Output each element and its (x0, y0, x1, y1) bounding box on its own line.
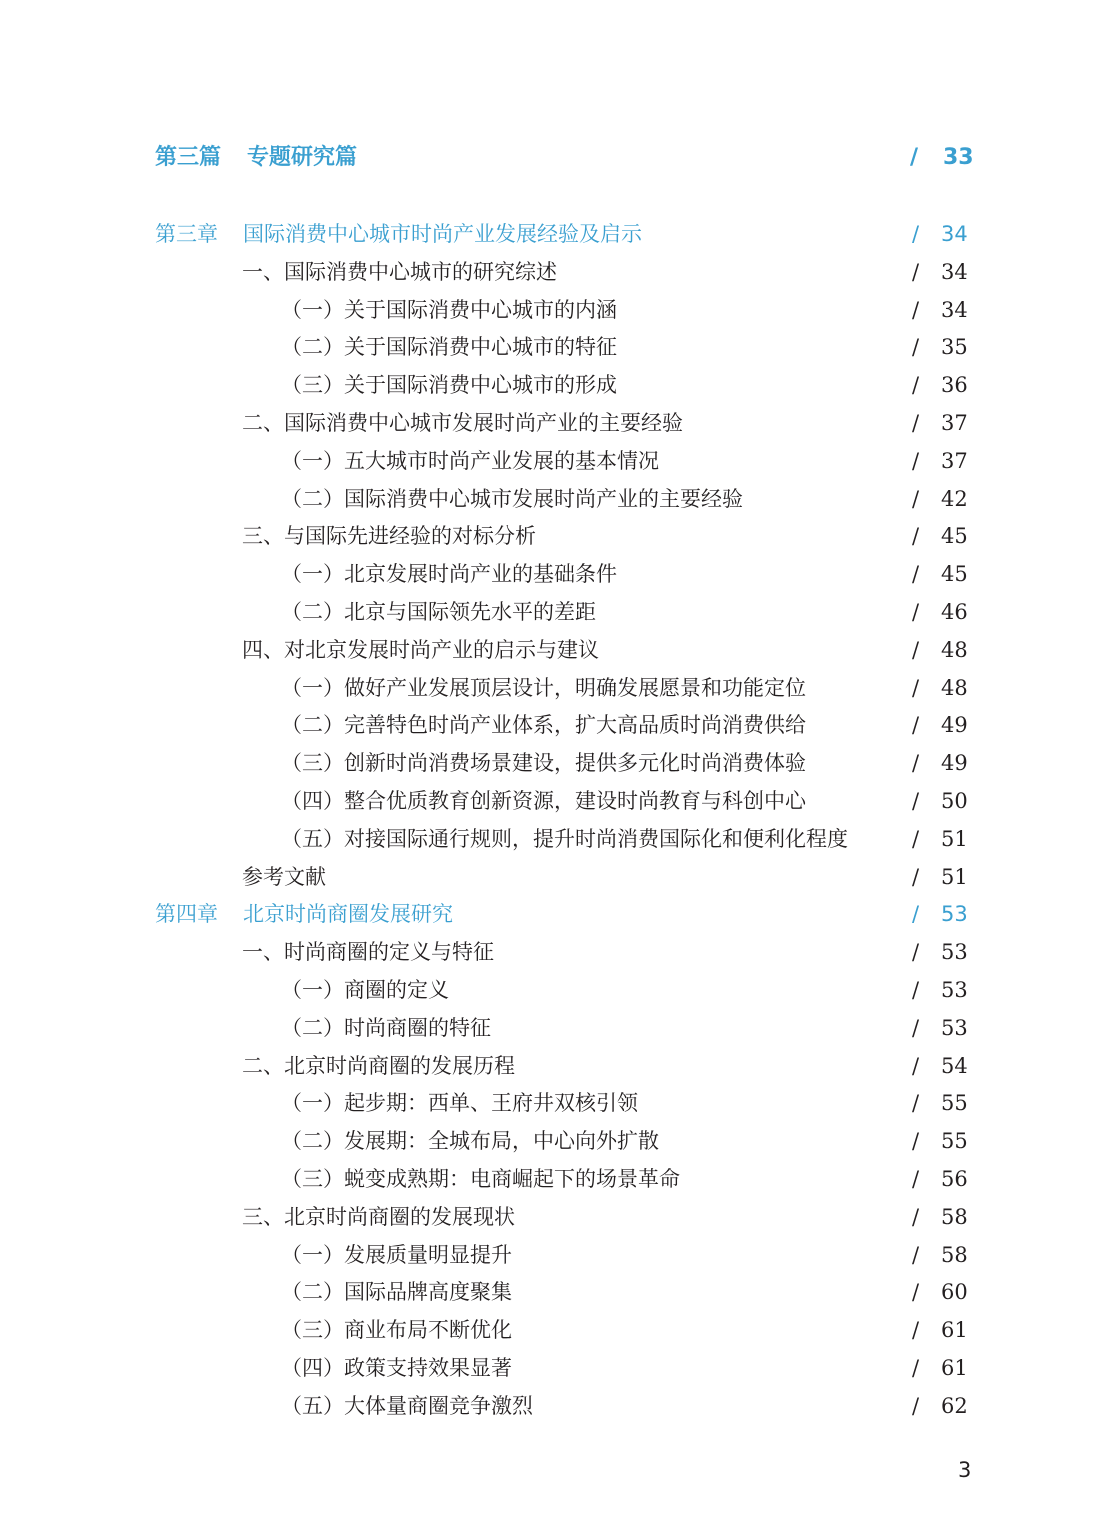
toc-entry-subsection (0, 1389, 1093, 1423)
toc-entry-subsection (0, 822, 1093, 856)
toc-entry-title: （一）北京发展时尚产业的基础条件 (281, 562, 617, 587)
toc-entry-title: （一）发展质量明显提升 (281, 1242, 512, 1267)
toc-entry-subsection (0, 368, 1093, 402)
toc-page-number: 53 (941, 902, 968, 927)
separator-slash: / (912, 373, 920, 398)
separator-slash: / (912, 486, 920, 511)
toc-page-number: 62 (941, 1393, 968, 1418)
separator-slash: / (912, 940, 920, 965)
toc-page-number: 53 (941, 1015, 968, 1040)
separator-slash: / (912, 864, 920, 889)
toc-page-number: 61 (941, 1356, 968, 1380)
toc-entry-subsection (0, 444, 1093, 478)
toc-entry-title: （三）创新时尚消费场景建设，提供多元化时尚消费体验 (281, 751, 806, 776)
separator-slash: / (912, 1242, 920, 1267)
separator-slash: / (912, 411, 920, 435)
toc-entry-title: （一）关于国际消费中心城市的内涵 (281, 297, 617, 322)
toc-page-number: 42 (941, 486, 968, 511)
separator-slash: / (912, 675, 920, 700)
toc-page-number: 37 (941, 448, 968, 473)
toc-entry-title: 三、与国际先进经验的对标分析 (242, 524, 536, 549)
toc-entry-subsection (0, 595, 1093, 629)
toc-entry-chapter (0, 897, 1093, 931)
toc-page-number: 51 (941, 864, 968, 889)
toc-entry-section (0, 935, 1093, 969)
toc-page-number: 58 (941, 1204, 968, 1229)
toc-entry-title: （四）整合优质教育创新资源，建设时尚教育与科创中心 (281, 789, 806, 813)
toc-entry-section (0, 1200, 1093, 1234)
toc-entry-title: 一、时尚商圈的定义与特征 (242, 940, 494, 965)
toc-page-number: 61 (941, 1318, 968, 1343)
separator-slash: / (912, 1280, 920, 1305)
separator-slash: / (912, 335, 920, 360)
toc-entry-title: （三）蜕变成熟期：电商崛起下的场景革命 (281, 1167, 680, 1191)
separator-slash: / (912, 902, 920, 927)
separator-slash: / (912, 1129, 920, 1154)
toc-page-number: 55 (941, 1129, 968, 1154)
toc-entry-title: 二、北京时尚商圈的发展历程 (242, 1053, 515, 1078)
toc-entry-subsection (0, 1086, 1093, 1120)
separator-slash: / (912, 297, 920, 322)
separator-slash: / (912, 222, 920, 246)
separator-slash: / (912, 259, 920, 284)
toc-entry-subsection (0, 1351, 1093, 1385)
part-page-number: 33 (943, 145, 974, 170)
toc-entry-title: （二）北京与国际领先水平的差距 (281, 600, 596, 624)
toc-entry-title: （一）五大城市时尚产业发展的基本情况 (281, 448, 659, 473)
toc-page-number: 55 (941, 1091, 968, 1116)
toc-entry-title: （三）商业布局不断优化 (281, 1318, 512, 1343)
separator-slash: / (912, 751, 920, 776)
toc-entry-title: （一）商圈的定义 (281, 978, 449, 1002)
toc-page-number: 49 (941, 713, 968, 738)
toc-entry-title: 三、北京时尚商圈的发展现状 (242, 1204, 515, 1229)
separator-slash: / (912, 524, 920, 549)
toc-entry-title: （二）完善特色时尚产业体系，扩大高品质时尚消费供给 (281, 713, 806, 738)
toc-entry-title: 国际消费中心城市时尚产业发展经验及启示 (243, 222, 642, 246)
separator-slash: / (912, 978, 920, 1002)
toc-entry-subsection (0, 293, 1093, 327)
toc-entry-title: 北京时尚商圈发展研究 (243, 902, 453, 927)
toc-entry-subsection (0, 1124, 1093, 1158)
toc-entry-section (0, 633, 1093, 667)
toc-page-number: 54 (941, 1053, 968, 1078)
separator-slash: / (912, 1015, 920, 1040)
part-label: 第三篇 (155, 145, 222, 170)
toc-page-number: 49 (941, 751, 968, 776)
toc-entry-subsection (0, 557, 1093, 591)
toc-entry-title: （三）关于国际消费中心城市的形成 (281, 373, 617, 398)
toc-page-number: 53 (941, 978, 968, 1002)
toc-entry-title: （四）政策支持效果显著 (281, 1356, 512, 1380)
separator-slash: / (912, 600, 920, 624)
toc-page-number: 35 (941, 335, 968, 360)
toc-entry-subsection (0, 1162, 1093, 1196)
toc-entry-subsection (0, 784, 1093, 818)
toc-entry-chapter (0, 217, 1093, 251)
toc-entry-title: 四、对北京发展时尚产业的启示与建议 (242, 637, 599, 662)
toc-entry-subsection (0, 746, 1093, 780)
toc-entry-title: （二）发展期：全城布局，中心向外扩散 (281, 1129, 659, 1154)
separator-slash: / (912, 789, 920, 813)
chapter-label: 第四章 (155, 902, 218, 927)
separator-slash: / (912, 1167, 920, 1191)
toc-entry-title: （五）大体量商圈竞争激烈 (281, 1393, 533, 1418)
toc-page-number: 34 (941, 259, 968, 284)
page-folio: 3 (958, 1458, 972, 1482)
separator-slash: / (912, 1356, 920, 1380)
toc-entry-section (0, 255, 1093, 289)
toc-entry-subsection (0, 973, 1093, 1007)
toc-entry-section (0, 406, 1093, 440)
part-title: 专题研究篇 (247, 145, 358, 170)
toc-page-number: 34 (941, 297, 968, 322)
toc-entry-section (0, 860, 1093, 894)
toc-page-number: 45 (941, 562, 968, 587)
toc-entry-title: 一、国际消费中心城市的研究综述 (242, 259, 557, 284)
toc-entry-title: （二）国际消费中心城市发展时尚产业的主要经验 (281, 486, 743, 511)
toc-entry-section (0, 1049, 1093, 1083)
separator-slash: / (912, 637, 920, 662)
toc-entry-subsection (0, 1238, 1093, 1272)
toc-page-number: 56 (941, 1167, 968, 1191)
toc-entry-subsection (0, 1275, 1093, 1309)
toc-entry-title: （一）做好产业发展顶层设计，明确发展愿景和功能定位 (281, 675, 806, 700)
separator-slash: / (912, 713, 920, 738)
toc-page-number: 37 (941, 411, 968, 435)
toc-page-number: 50 (941, 789, 968, 813)
toc-page-number: 48 (941, 675, 968, 700)
toc-page-number: 36 (941, 373, 968, 398)
toc-page-number: 34 (941, 222, 968, 246)
toc-entry-title: 二、国际消费中心城市发展时尚产业的主要经验 (242, 411, 683, 435)
separator-slash: / (912, 1053, 920, 1078)
toc-entry-section (0, 519, 1093, 553)
toc-part-heading (0, 141, 1093, 175)
toc-page-number: 51 (941, 826, 968, 851)
separator-slash: / (912, 562, 920, 587)
toc-entry-title: （二）时尚商圈的特征 (281, 1015, 491, 1040)
toc-page-number: 46 (941, 600, 968, 624)
toc-page-number: 60 (941, 1280, 968, 1305)
separator-slash: / (912, 1204, 920, 1229)
toc-entry-subsection (0, 1313, 1093, 1347)
chapter-label: 第三章 (155, 222, 218, 246)
toc-entry-title: （二）关于国际消费中心城市的特征 (281, 335, 617, 360)
toc-entry-title: （一）起步期：西单、王府井双核引领 (281, 1091, 638, 1116)
toc-page-number: 48 (941, 637, 968, 662)
separator-slash: / (912, 1091, 920, 1116)
toc-entry-title: 参考文献 (242, 864, 326, 889)
separator-slash: / (910, 145, 919, 170)
toc-entry-subsection (0, 671, 1093, 705)
separator-slash: / (912, 448, 920, 473)
toc-entry-subsection (0, 708, 1093, 742)
toc-entry-subsection (0, 330, 1093, 364)
toc-page-number: 53 (941, 940, 968, 965)
toc-page-number: 45 (941, 524, 968, 549)
toc-entry-subsection (0, 482, 1093, 516)
toc-entry-subsection (0, 1011, 1093, 1045)
toc-page-number: 58 (941, 1242, 968, 1267)
separator-slash: / (912, 826, 920, 851)
toc-entry-title: （五）对接国际通行规则，提升时尚消费国际化和便利化程度 (281, 826, 848, 851)
separator-slash: / (912, 1393, 920, 1418)
toc-entry-title: （二）国际品牌高度聚集 (281, 1280, 512, 1305)
separator-slash: / (912, 1318, 920, 1343)
